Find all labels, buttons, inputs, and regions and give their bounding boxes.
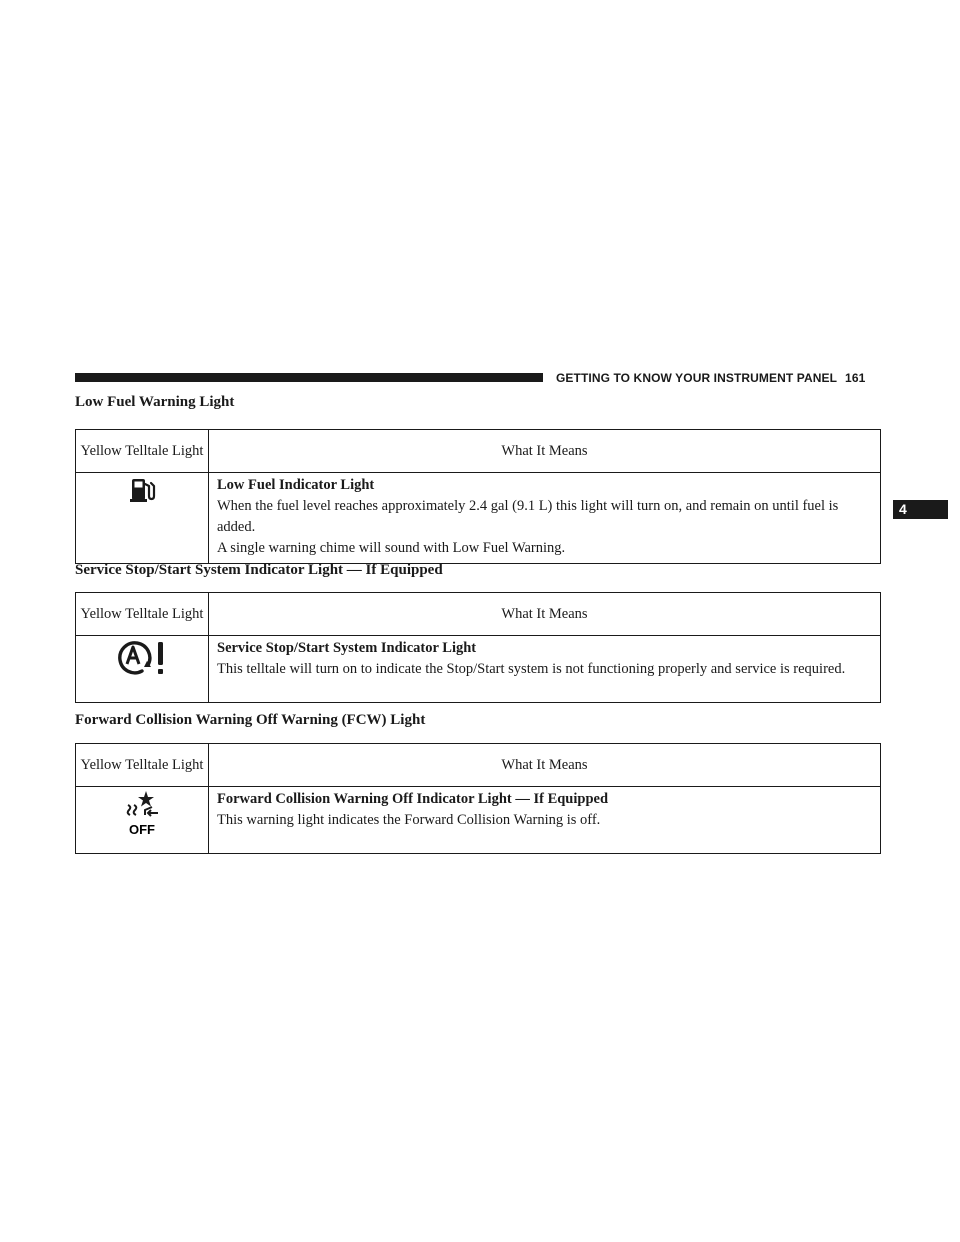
telltale-icon-cell xyxy=(76,473,209,564)
indicator-title: Service Stop/Start System Indicator Light xyxy=(217,640,477,656)
column-header-telltale: Yellow Telltale Light xyxy=(76,430,209,473)
section-heading-fcw: Forward Collision Warning Off Warning (FCW) Light xyxy=(75,712,426,728)
indicator-title: Low Fuel Indicator Light xyxy=(217,477,375,493)
telltale-table-stop-start xyxy=(75,592,881,703)
table-header-row xyxy=(76,430,881,473)
fuel-pump-icon xyxy=(127,474,157,504)
telltale-table-low-fuel xyxy=(75,429,881,564)
meaning-cell xyxy=(209,636,881,703)
description-line: When the fuel level reaches approximately 2.4 gal (9.1 L) this light will turn on, and remain on until fuel is added. xyxy=(217,498,839,535)
page-number: 161 xyxy=(845,371,866,385)
chapter-tab[interactable]: 4 xyxy=(893,500,948,519)
column-header-meaning: What It Means xyxy=(209,593,881,636)
telltale-icon-cell xyxy=(76,636,209,703)
forward-collision-off-icon xyxy=(120,788,164,838)
icon-off-label: OFF xyxy=(129,822,155,837)
meaning-cell xyxy=(209,787,881,854)
running-header xyxy=(556,370,886,386)
table-row xyxy=(76,636,881,703)
indicator-title: Forward Collision Warning Off Indicator Light — If Equipped xyxy=(217,791,609,807)
column-header-meaning: What It Means xyxy=(209,744,881,787)
table-row xyxy=(76,473,881,564)
stop-start-warning-icon xyxy=(114,637,170,681)
column-header-meaning: What It Means xyxy=(209,430,881,473)
table-row xyxy=(76,787,881,854)
description-line: A single warning chime will sound with Low Fuel Warning. xyxy=(217,540,566,556)
description-line: This telltale will turn on to indicate the Stop/Start system is not functioning properly and service is required. xyxy=(217,661,846,677)
column-header-telltale: Yellow Telltale Light xyxy=(76,593,209,636)
section-heading-stop-start: Service Stop/Start System Indicator Light — If Equipped xyxy=(75,562,443,578)
telltale-table-fcw xyxy=(75,743,881,854)
table-header-row xyxy=(76,593,881,636)
meaning-cell xyxy=(209,473,881,564)
chapter-title: GETTING TO KNOW YOUR INSTRUMENT PANEL xyxy=(556,371,838,385)
table-header-row xyxy=(76,744,881,787)
section-heading-low-fuel: Low Fuel Warning Light xyxy=(75,394,235,410)
description-line: This warning light indicates the Forward Collision Warning is off. xyxy=(217,812,601,828)
column-header-telltale: Yellow Telltale Light xyxy=(76,744,209,787)
header-rule xyxy=(75,373,543,382)
telltale-icon-cell xyxy=(76,787,209,854)
